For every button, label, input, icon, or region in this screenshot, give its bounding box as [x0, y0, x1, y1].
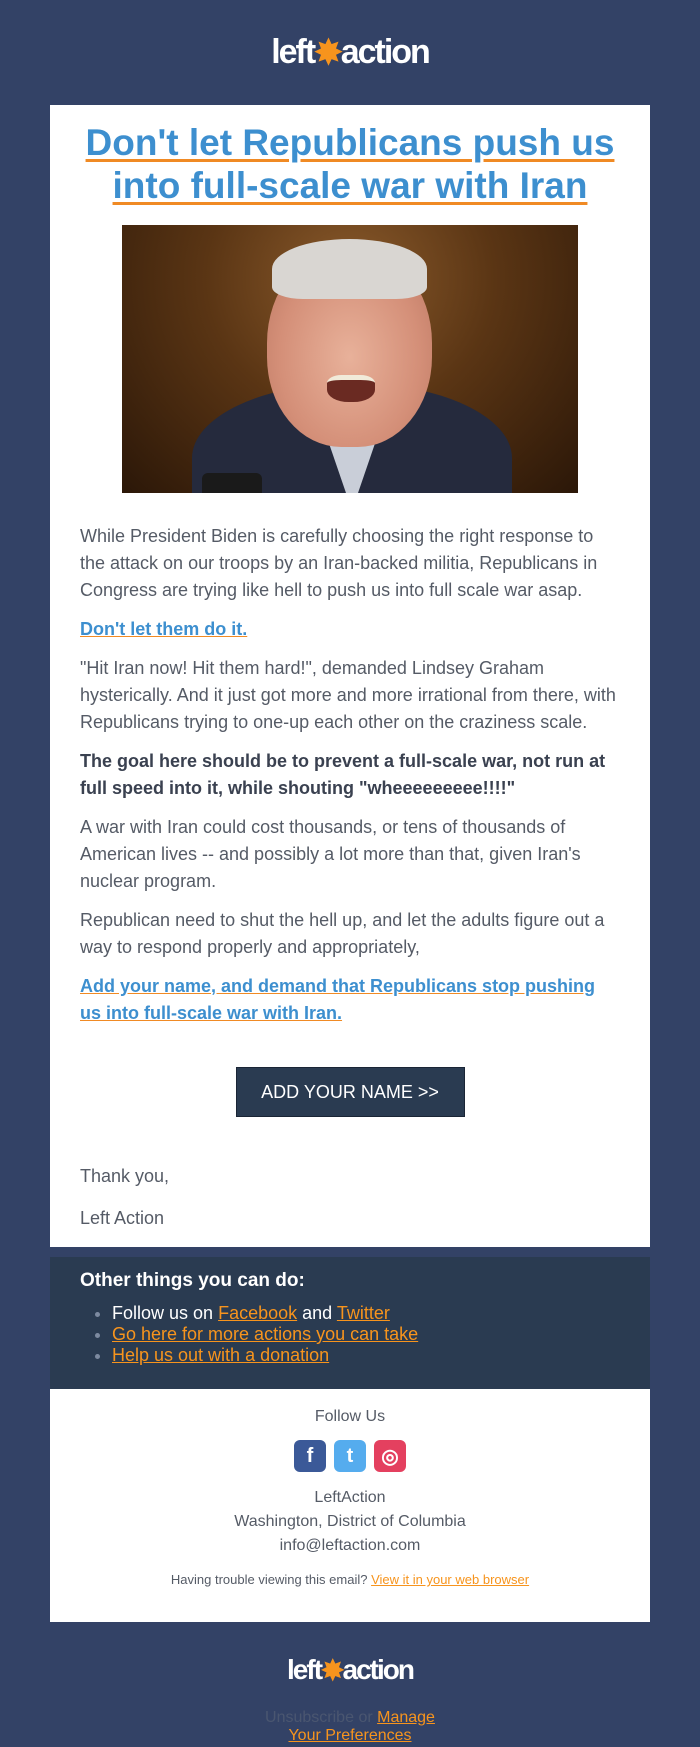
logo-text-right: action: [342, 1654, 413, 1685]
footer-logo[interactable]: [0, 1640, 700, 1700]
facebook-icon[interactable]: f: [294, 1440, 326, 1472]
donation-link[interactable]: Help us out with a donation: [112, 1345, 330, 1365]
paragraph-quote: "Hit Iran now! Hit them hard!", demanded Lindsey Graham hysterically. And it just got more and more irrational from there, with Republicans trying to one-up each other on the craziness scale.: [80, 658, 616, 732]
logo-text-left: left: [287, 1654, 322, 1685]
follow-us-label: Follow Us: [314, 1408, 386, 1425]
logo-text-left: left: [271, 33, 315, 71]
preferences-link[interactable]: Your Preferences: [288, 1727, 412, 1744]
facebook-link[interactable]: Facebook: [218, 1303, 298, 1323]
unsubscribe-area: Unsubscribe or Manage Your Preferences: [265, 1709, 435, 1744]
org-location: Washington, District of Columbia: [234, 1513, 466, 1530]
other-actions-panel: [50, 1257, 650, 1389]
paragraph-goal: The goal here should be to prevent a full-scale war, not run at full speed into it, while shouting "wheeeeeeeee!!!!": [80, 751, 606, 798]
view-in-browser-link[interactable]: View it in your web browser: [371, 1572, 530, 1587]
signoff-text: Left Action: [80, 1208, 165, 1228]
org-email: info@leftaction.com: [279, 1537, 421, 1554]
twitter-icon[interactable]: t: [334, 1440, 366, 1472]
twitter-link[interactable]: Twitter: [336, 1303, 390, 1323]
trouble-text: Having trouble viewing this email?: [170, 1572, 368, 1587]
more-actions-link[interactable]: Go here for more actions you can take: [112, 1324, 419, 1344]
paragraph-intro: While President Biden is carefully choosing the right response to the attack on our troops by an Iran-backed militia, Republicans in Congress are trying like hell to push us into full scale war asap.: [80, 526, 598, 600]
instagram-icon[interactable]: ◎: [374, 1440, 406, 1472]
dont-let-them-link[interactable]: Don't let them do it.: [80, 619, 248, 639]
footer: [50, 1389, 650, 1622]
thanks-text: Thank you,: [80, 1166, 170, 1186]
logo-star-icon: ✸: [314, 33, 341, 72]
other-actions-title: Other things you can do:: [80, 1270, 305, 1291]
paragraph-demand: Republican need to shut the hell up, and let the adults figure out a way to respond properly and appropriately,: [80, 910, 605, 957]
social-icons: [50, 1440, 650, 1472]
headline[interactable]: Don't let Republicans push us into full-scale war with Iran: [85, 122, 615, 206]
logo-text-right: action: [340, 33, 429, 71]
list-item: • Follow us on Facebook and Twitter: [112, 1303, 650, 1324]
header-logo[interactable]: [0, 0, 700, 105]
politician-photo: [122, 225, 578, 493]
unsubscribe-link[interactable]: Unsubscribe: [265, 1709, 354, 1726]
email-card: [50, 105, 650, 1247]
add-name-link[interactable]: Add your name, and demand that Republicans stop pushing us into full-scale war with Iran.: [80, 976, 596, 1023]
add-your-name-button[interactable]: ADD YOUR NAME >>: [236, 1067, 465, 1117]
paragraph-cost: A war with Iran could cost thousands, or tens of thousands of American lives -- and possibly a lot more than that, given Iran's nuclear program.: [80, 817, 581, 891]
list-item: [112, 1345, 650, 1366]
manage-link[interactable]: Manage: [377, 1709, 435, 1726]
org-name: LeftAction: [314, 1489, 386, 1506]
body-content: [50, 523, 650, 1232]
logo-star-icon: ✸: [321, 1654, 343, 1686]
list-item: [112, 1324, 650, 1345]
